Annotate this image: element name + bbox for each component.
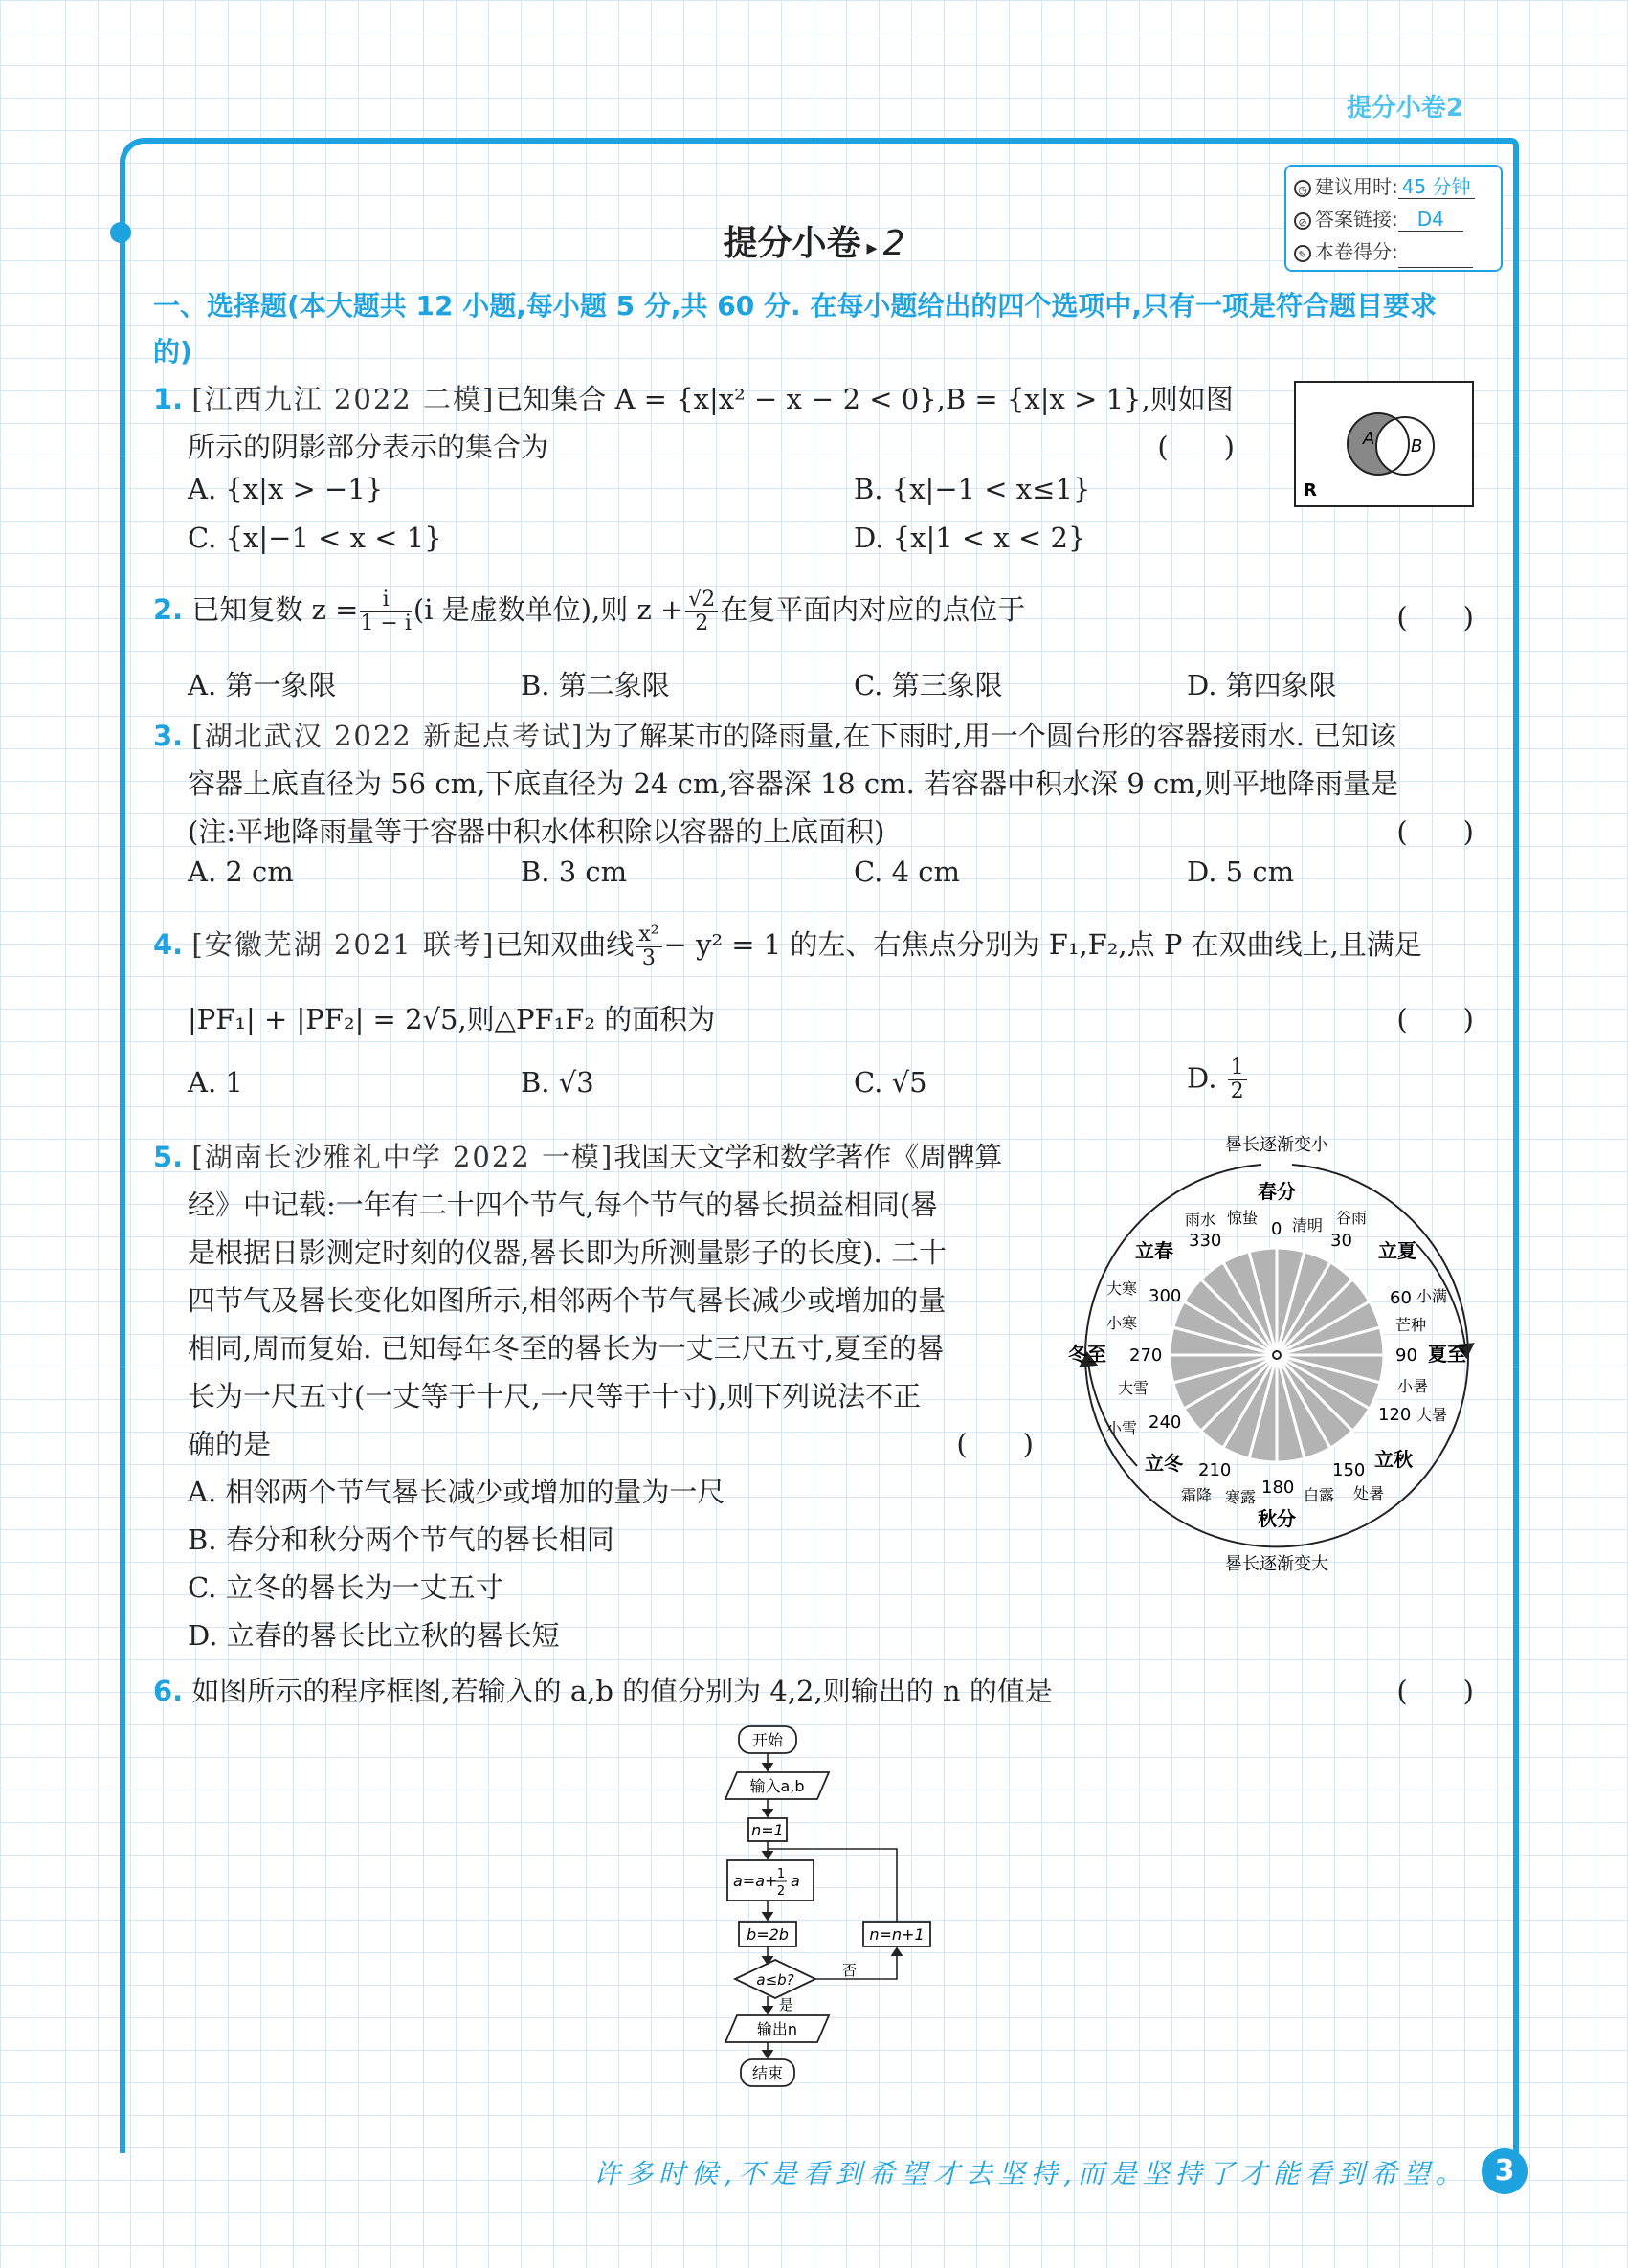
footer-motto: 许多时候,不是看到希望才去坚持,而是坚持了才能看到希望。 — [593, 2158, 1468, 2190]
option-c[interactable]: C. 4 cm — [854, 856, 961, 888]
question-number: 3. — [153, 720, 184, 752]
option-a[interactable]: A. {x|x > −1} — [188, 473, 384, 505]
label-qingming: 清明 — [1292, 1216, 1324, 1234]
label-qiufen: 秋分 — [1258, 1507, 1296, 1530]
label-daxue: 大雪 — [1118, 1379, 1149, 1397]
label-mangzhong: 芒种 — [1395, 1316, 1427, 1334]
answer-paren[interactable]: ( ) — [1396, 1002, 1474, 1035]
question-number: 5. — [153, 1141, 184, 1173]
option-a[interactable]: A. 2 cm — [188, 856, 294, 888]
link-icon: ⊘ — [1294, 212, 1311, 230]
option-d[interactable]: D. $\frac{1}{2}$ — [1187, 1056, 1249, 1103]
label-lichun: 立春 — [1135, 1239, 1173, 1262]
answer-paren[interactable]: ( ) — [1396, 601, 1474, 634]
num-300: 300 — [1149, 1286, 1182, 1306]
label-guyu: 谷雨 — [1336, 1209, 1368, 1227]
question-number: 2. — [153, 593, 184, 626]
option-d[interactable]: D. 立春的晷长比立秋的晷长短 — [188, 1619, 560, 1652]
option-a[interactable]: A. 1 — [188, 1066, 243, 1099]
label-chunfen: 春分 — [1258, 1180, 1296, 1203]
question-stem: 已知集合 A = {x|x² − x − 2 < 0},B = {x|x > 1},则如图所示的阴影部分表示的集合为 — [188, 383, 1234, 463]
title-arrow-icon: ▸ — [866, 236, 878, 260]
option-c[interactable]: C. √5 — [854, 1066, 927, 1099]
flowchart — [699, 1719, 957, 2111]
answer-paren[interactable]: ( ) — [1396, 1675, 1474, 1707]
label-lidong: 立冬 — [1145, 1452, 1183, 1475]
num-330: 330 — [1189, 1231, 1222, 1251]
score-icon: ✎ — [1294, 245, 1311, 262]
num-0: 0 — [1271, 1219, 1282, 1239]
page-number: 3 — [1482, 2148, 1528, 2194]
question-number: 4. — [153, 928, 184, 961]
num-120: 120 — [1378, 1405, 1412, 1425]
option-d[interactable]: D. 5 cm — [1187, 856, 1295, 888]
venn-label-r: R — [1304, 480, 1317, 500]
flow-start: 开始 — [751, 1731, 784, 1749]
flow-step1: a=a+ — [733, 1872, 778, 1890]
question-6 — [153, 1667, 1474, 1715]
wheel-caption-top: 晷长逐渐变小 — [1225, 1135, 1328, 1155]
question-3: 3. [湖北武汉 2022 新起点考试]为了解某市的降雨量,在下雨时,用一个圆台形的容器接雨水. 已知该 容器上底直径为 56 cm,下底直径为 24 cm,容器深 18 cm. 若容器中积水深 9 cm,则平地降雨量是 (注:平地降雨量等于容器中积水体积除以容器的上底面积) ( ) — [153, 712, 1474, 856]
question-number: 6. — [153, 1675, 184, 1707]
question-source: [安徽芜湖 2021 联考] — [191, 928, 496, 961]
venn-label-b: B — [1411, 436, 1423, 456]
question-5: 5. [湖南长沙雅礼中学 2022 一模]我国天文学和数学著作《周髀算 经》中记载:一年有二十四个节气,每个节气的晷长损益相同(晷 是根据日影测定时刻的仪器,晷长即为所测量影子的长度). 二十 四节气及晷长变化如图所示,相邻两个节气晷长减少或增加的量 相同,周而复始. 已知每年冬至的晷长为一丈三尺五寸,夏至的晷 长为一尺五寸(一丈等于十尺,一尺等于十寸),则下列说法不正 确的是 ( ) A. 相邻两个节气晷长减少或增加的量为一尺 B. 春分和秋分两个节气的晷长相同 C. 立冬的晷长为一丈五寸 D. 立春的晷长比立秋的晷长短 — [153, 1133, 1043, 1659]
flow-init: n=1 — [751, 1821, 784, 1839]
answer-value: D4 — [1398, 208, 1463, 232]
num-60: 60 — [1390, 1288, 1412, 1308]
label-xiaohan: 小寒 — [1106, 1314, 1138, 1332]
option-b[interactable]: B. {x|−1 < x≤1} — [854, 473, 1091, 505]
venn-diagram — [1294, 381, 1474, 507]
option-a[interactable]: A. 相邻两个节气晷长减少或增加的量为一尺 — [188, 1476, 725, 1508]
option-d[interactable]: D. {x|1 < x < 2} — [854, 522, 1086, 554]
num-180: 180 — [1261, 1478, 1295, 1498]
num-90: 90 — [1395, 1345, 1417, 1366]
num-270: 270 — [1129, 1345, 1163, 1366]
option-d[interactable]: D. 第四象限 — [1187, 669, 1337, 701]
flow-step2: b=2b — [747, 1925, 789, 1944]
label-dashu: 大暑 — [1416, 1406, 1448, 1424]
solar-terms-wheel — [1053, 1129, 1493, 1589]
num-240: 240 — [1149, 1412, 1182, 1433]
score-label: 本卷得分: — [1315, 240, 1398, 263]
answer-paren[interactable]: ( ) — [1396, 815, 1474, 848]
label-dahan: 大寒 — [1106, 1279, 1138, 1298]
option-b[interactable]: B. 第二象限 — [521, 669, 670, 701]
num-210: 210 — [1198, 1460, 1232, 1480]
flow-output: 输出n — [756, 2020, 798, 2038]
label-liqiu: 立秋 — [1374, 1448, 1413, 1471]
header-label: 提分小卷2 — [1346, 94, 1463, 122]
flow-condition: a≤b? — [756, 1971, 794, 1989]
answer-paren[interactable]: ( ) — [1157, 431, 1235, 463]
flow-yes: 是 — [779, 1996, 794, 2013]
label-lixia: 立夏 — [1378, 1239, 1416, 1262]
flow-step1-tail: a — [791, 1872, 800, 1890]
flow-end: 结束 — [751, 2064, 784, 2082]
clock-icon: ◷ — [1294, 180, 1311, 197]
label-xiaoshu: 小暑 — [1397, 1377, 1429, 1395]
label-dongzhi: 冬至 — [1068, 1343, 1106, 1366]
label-jingzhe: 惊蛰 — [1227, 1209, 1259, 1227]
num-30: 30 — [1330, 1231, 1352, 1251]
label-shuangjiang: 霜降 — [1181, 1486, 1213, 1504]
time-value: 45 分钟 — [1398, 175, 1475, 199]
label-bailu: 白露 — [1304, 1486, 1335, 1504]
wheel-caption-bottom: 晷长逐渐变大 — [1225, 1554, 1328, 1574]
label-xiazhi: 夏至 — [1428, 1343, 1466, 1366]
option-a[interactable]: A. 第一象限 — [188, 669, 337, 701]
answer-label: 答案链接: — [1315, 208, 1398, 231]
option-b[interactable]: B. 春分和秋分两个节气的晷长相同 — [188, 1523, 614, 1556]
flow-step1-den: 2 — [776, 1884, 786, 1899]
num-150: 150 — [1332, 1460, 1366, 1480]
title-number: 2 — [882, 224, 905, 263]
flow-step1-num: 1 — [776, 1867, 786, 1881]
question-source: [江西九江 2022 二模] — [191, 383, 496, 415]
venn-label-a: A — [1363, 429, 1375, 449]
flow-no: 否 — [842, 1962, 858, 1979]
answer-paren[interactable]: ( ) — [956, 1428, 1034, 1460]
question-stem: 如图所示的程序框图,若输入的 a,b 的值分别为 4,2,则输出的 n 的值是 — [191, 1675, 1053, 1707]
flow-increment: n=n+1 — [869, 1925, 925, 1944]
label-xiaoxue: 小雪 — [1106, 1419, 1138, 1437]
question-source: [湖北武汉 2022 新起点考试] — [191, 720, 585, 752]
question-number: 1. — [153, 383, 184, 415]
option-c[interactable]: C. {x|−1 < x < 1} — [188, 522, 442, 554]
page-title — [0, 216, 1628, 265]
flow-input: 输入a,b — [749, 1777, 805, 1795]
label-xiaoman: 小满 — [1416, 1287, 1448, 1305]
question-1 — [153, 375, 1244, 471]
label-chushu: 处暑 — [1353, 1484, 1385, 1502]
option-c[interactable]: C. 第三象限 — [854, 669, 1003, 701]
option-c[interactable]: C. 立冬的晷长为一丈五寸 — [188, 1571, 503, 1604]
label-hanlu: 寒露 — [1225, 1488, 1257, 1506]
label-yushui: 雨水 — [1185, 1211, 1216, 1229]
option-b[interactable]: B. 3 cm — [521, 856, 628, 888]
title-text: 提分小卷 — [723, 224, 861, 263]
question-4: 4. [安徽芜湖 2021 联考]已知双曲线 $\frac{\text{x²}}{3}$ − y² = 1 的左、右焦点分别为 F₁,F₂,点 P 在双曲线上,且满足 |PF₁| + |PF₂| = 2√5,则△PF₁F₂ 的面积为 ( ) — [153, 921, 1474, 1043]
time-label: 建议用时: — [1315, 175, 1398, 198]
question-source: [湖南长沙雅礼中学 2022 一模] — [191, 1141, 614, 1173]
question-2: 2. 已知复数 z = $\frac{i}{1 - i}$ (i 是虚数单位),则 z + $\frac{√2}{2}$ 在复平面内对应的点位于 ( ) — [153, 586, 1474, 643]
option-b[interactable]: B. √3 — [521, 1066, 594, 1099]
section-heading: 一、选择题(本大题共 12 小题,每小题 5 分,共 60 分. 在每小题给出的四个选项中,只有一项是符合题目要求的) — [153, 290, 1437, 367]
